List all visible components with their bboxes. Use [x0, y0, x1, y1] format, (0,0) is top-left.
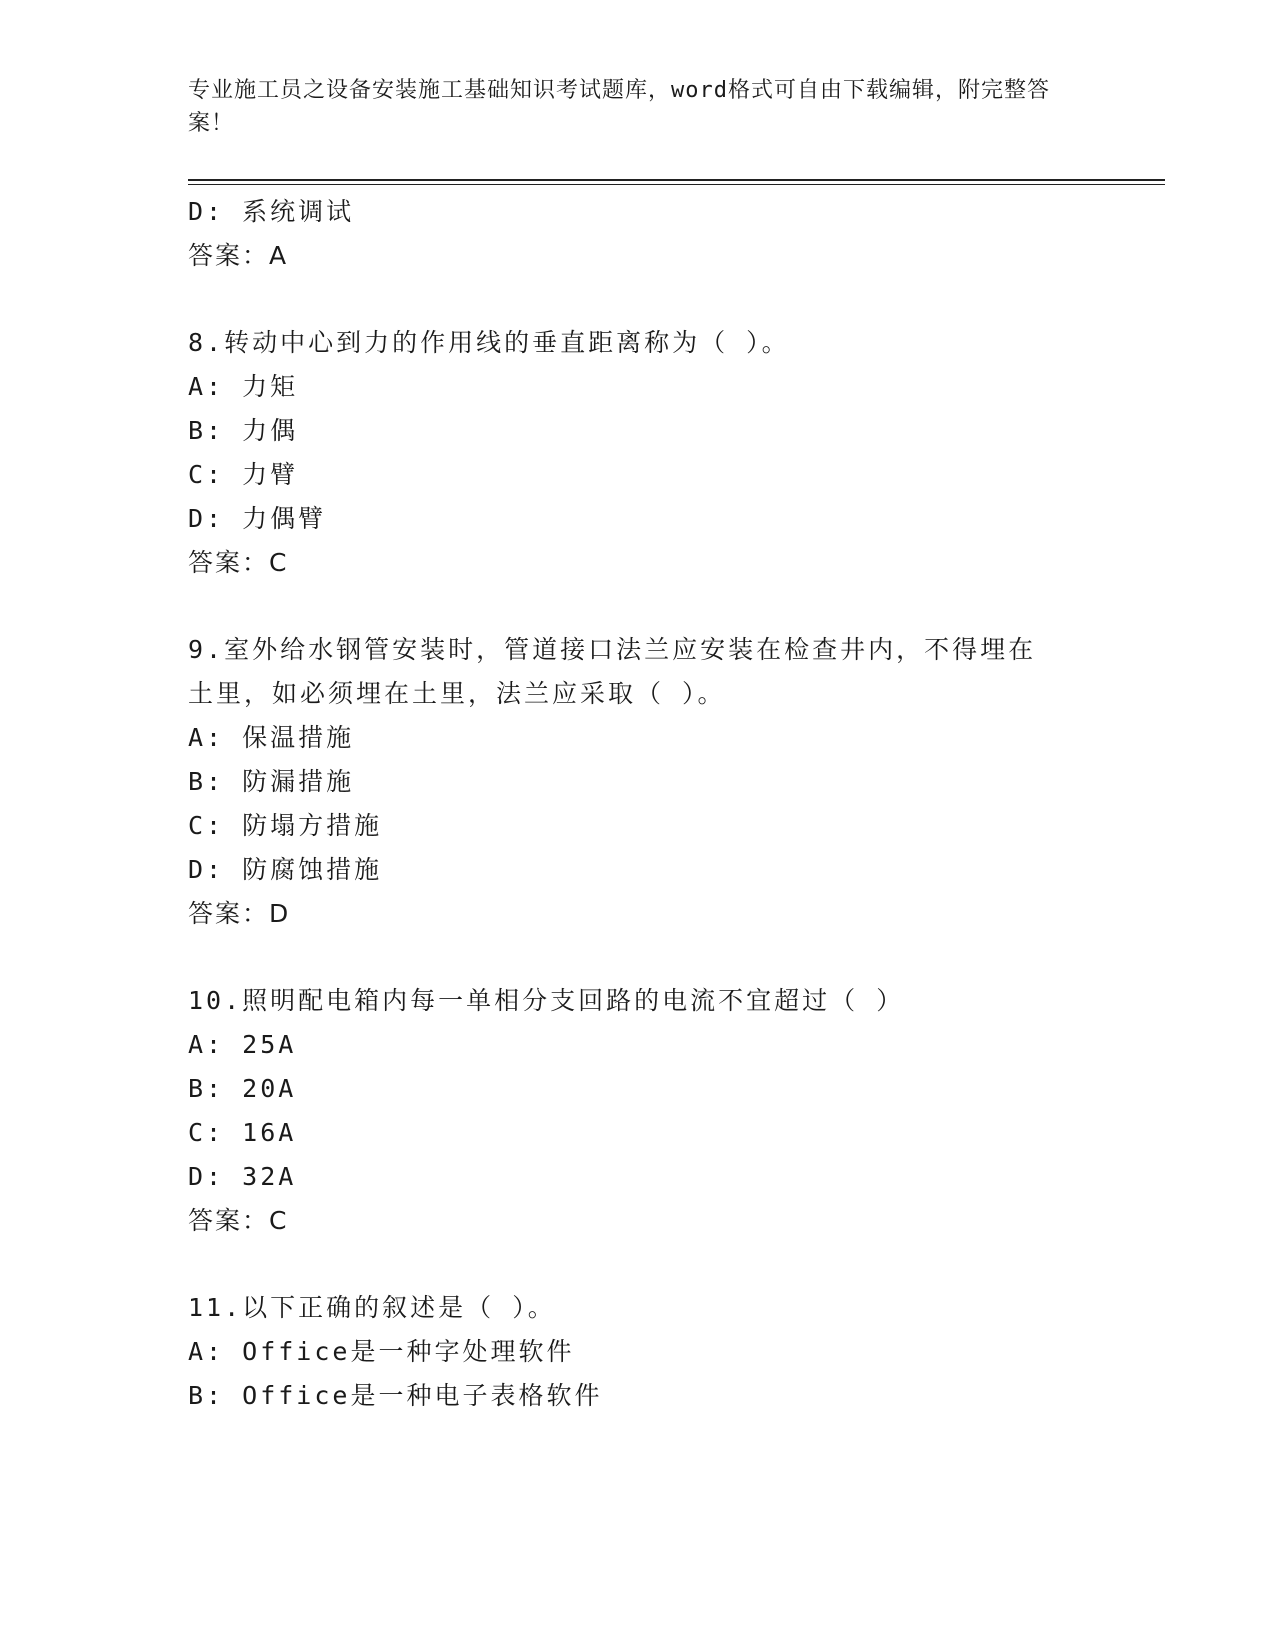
option-b: B: 20A [188, 1074, 297, 1103]
option-a: A: Office是一种字处理软件 [188, 1337, 575, 1366]
answer-line: 答案：C [188, 1206, 289, 1235]
option-c: C: 16A [188, 1118, 297, 1147]
document-title: 专业施工员之设备安装施工基础知识考试题库，word格式可自由下载编辑，附完整答案！ [188, 78, 1050, 136]
header-divider-thin [188, 184, 1165, 185]
answer-line: 答案：C [188, 548, 289, 577]
option-c: C: 防塌方措施 [188, 811, 383, 840]
option-a: A: 力矩 [188, 372, 299, 401]
option-d: D: 32A [188, 1162, 297, 1191]
question-8: 8.转动中心到力的作用线的垂直距离称为（ ）。 [188, 328, 790, 357]
question-11: 11.以下正确的叙述是（ ）。 [188, 1293, 556, 1322]
option-a: A: 保温措施 [188, 723, 355, 752]
option-d: D: 力偶臂 [188, 504, 327, 533]
option-b: B: Office是一种电子表格软件 [188, 1381, 603, 1410]
option-b: B: 力偶 [188, 416, 299, 445]
question-10: 10.照明配电箱内每一单相分支回路的电流不宜超过（ ） [188, 986, 905, 1015]
header-divider-thick [188, 179, 1165, 181]
answer-line: 答案：D [188, 899, 291, 928]
option-a: A: 25A [188, 1030, 297, 1059]
answer-line: 答案：A [188, 241, 289, 270]
option-b: B: 防漏措施 [188, 767, 355, 796]
option-c: C: 力臂 [188, 460, 299, 489]
question-9: 9.室外给水钢管安装时，管道接口法兰应安装在检查井内，不得埋在 [188, 635, 1037, 664]
option-d: D: 系统调试 [188, 197, 355, 226]
question-9-continued: 土里，如必须埋在土里，法兰应采取（ ）。 [188, 679, 726, 708]
option-d: D: 防腐蚀措施 [188, 855, 383, 884]
